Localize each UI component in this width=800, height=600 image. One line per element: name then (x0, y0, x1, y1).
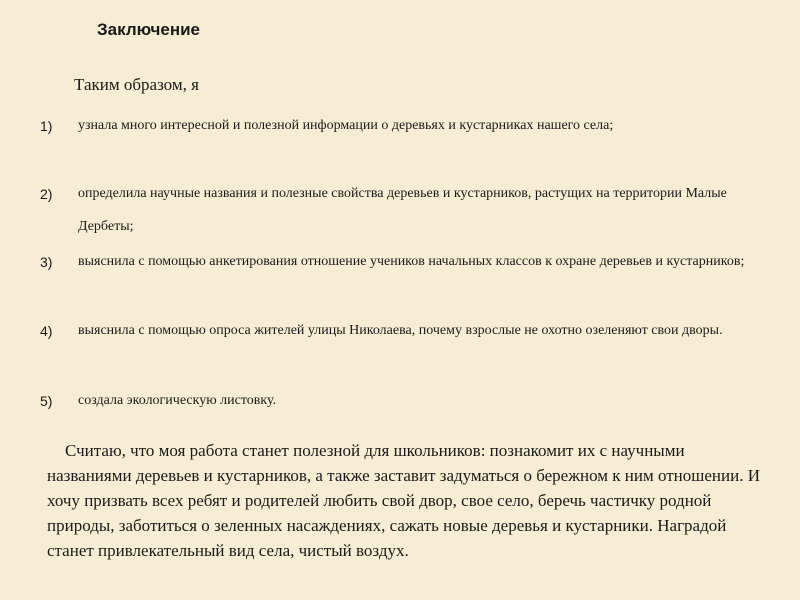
list-item-text: узнала много интересной и полезной информации о деревьях и кустарниках нашего села; (78, 118, 614, 133)
slide-title: Заключение (97, 20, 200, 39)
list-item-text: выяснила с помощью анкетирования отношение учеников начальных классов к охране деревьев и кустарников; (78, 254, 745, 269)
list-item-number: 3) (40, 254, 53, 270)
list-item-number: 4) (40, 323, 53, 339)
list-item-number: 1) (40, 118, 53, 134)
list-item-text: выяснила с помощью опроса жителей улицы Николаева, почему взрослые не охотно озеленяют свои дворы. (78, 323, 723, 338)
list-item-text: определила научные названия и полезные свойства деревьев и кустарников, растущих на территории Малые Дербеты; (78, 186, 727, 234)
intro-text: Таким образом, я (74, 75, 199, 94)
conclusion-paragraph: Считаю, что моя работа станет полезной для школьников: познакомит их с научными названиями деревьев и кустарников, а также заставит задуматься о бережном к ним отношении. И хочу призвать всех ребят и родителей любить свой двор, свое село, беречь частичку родной природы, заботиться о зеленных насаждениях, сажать новые деревья и кустарники. Наградой станет привлекательный вид села, чистый воздух. (47, 441, 760, 560)
list-item-number: 5) (40, 393, 53, 409)
list-item-text: создала экологическую листовку. (78, 393, 277, 408)
list-item-number: 2) (40, 186, 53, 202)
